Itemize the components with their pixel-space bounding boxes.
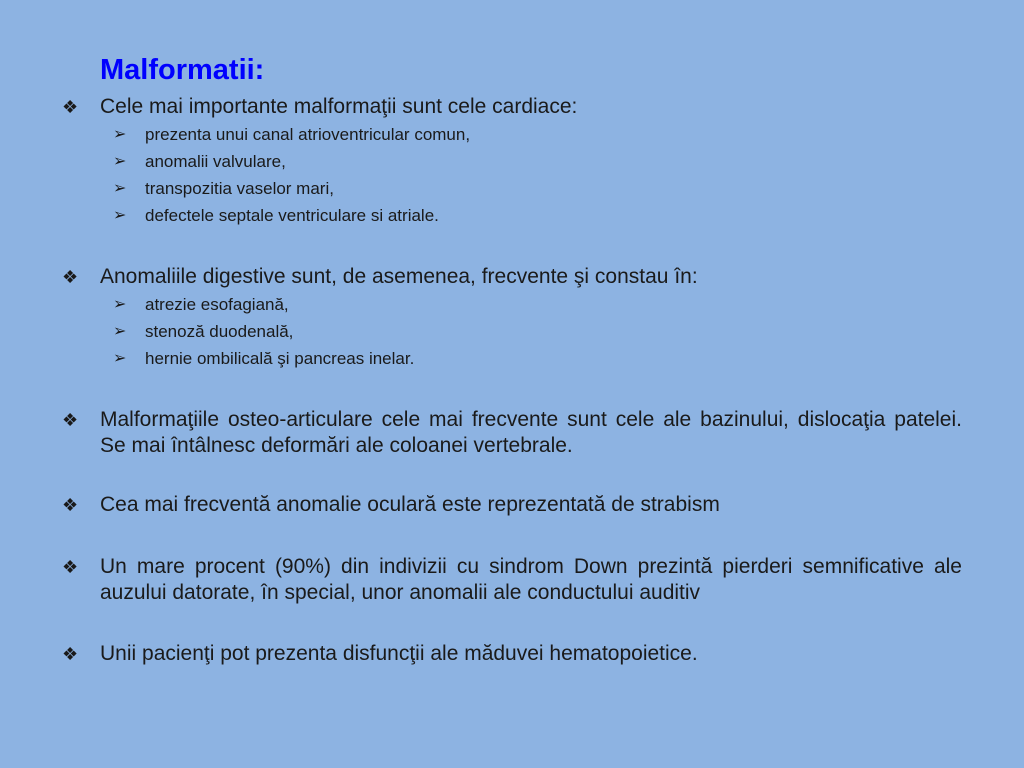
sub-bullet-text: transpozitia vaselor mari, (145, 179, 334, 198)
bullet-item (62, 492, 962, 518)
diamond-bullet-icon: ❖ (62, 267, 79, 287)
diamond-bullet-icon: ❖ (62, 495, 79, 515)
sub-bullet-item (113, 178, 334, 200)
sub-bullet-text: atrezie esofagiană, (145, 295, 289, 314)
bullet-text: Cea mai frecventă anomalie oculară este reprezentată de strabism (100, 493, 720, 516)
bullet-item (62, 641, 962, 667)
sub-bullet-text: defectele septale ventriculare si atriale. (145, 206, 439, 225)
sub-bullet-item (113, 321, 293, 343)
arrowhead-bullet-icon: ➢ (113, 126, 127, 143)
bullet-item (62, 264, 962, 290)
arrowhead-bullet-icon: ➢ (113, 207, 127, 224)
sub-bullet-item (113, 348, 414, 370)
bullet-text: Cele mai importante malformaţii sunt cele cardiace: (100, 95, 578, 118)
bullet-text: Malformaţiile osteo-articulare cele mai frecvente sunt cele ale bazinului, dislocaţia patelei. Se mai întâlnesc deformări ale coloanei vertebrale. (100, 408, 962, 457)
arrowhead-bullet-icon: ➢ (113, 323, 127, 340)
sub-bullet-item (113, 205, 439, 227)
diamond-bullet-icon: ❖ (62, 410, 79, 430)
diamond-bullet-icon: ❖ (62, 644, 79, 664)
arrowhead-bullet-icon: ➢ (113, 350, 127, 367)
sub-bullet-item (113, 294, 289, 316)
arrowhead-bullet-icon: ➢ (113, 296, 127, 313)
diamond-bullet-icon: ❖ (62, 557, 79, 577)
sub-bullet-item (113, 151, 286, 173)
bullet-item (62, 554, 962, 606)
bullet-text: Un mare procent (90%) din indivizii cu sindrom Down prezintă pierderi semnificative ale auzului datorate, în special, unor anomalii ale conductului auditiv (100, 555, 962, 604)
sub-bullet-item (113, 124, 470, 146)
sub-bullet-text: prezenta unui canal atrioventricular comun, (145, 125, 471, 144)
bullet-text: Anomaliile digestive sunt, de asemenea, frecvente şi constau în: (100, 265, 698, 288)
arrowhead-bullet-icon: ➢ (113, 180, 127, 197)
bullet-item (62, 94, 962, 120)
bullet-text: Unii pacienţi pot prezenta disfuncţii ale măduvei hematopoietice. (100, 642, 698, 665)
sub-bullet-text: hernie ombilicală şi pancreas inelar. (145, 349, 415, 368)
sub-bullet-text: anomalii valvulare, (145, 152, 286, 171)
arrowhead-bullet-icon: ➢ (113, 153, 127, 170)
diamond-bullet-icon: ❖ (62, 97, 79, 117)
slide-title: Malformatii: (100, 54, 265, 86)
sub-bullet-text: stenoză duodenală, (145, 322, 294, 341)
bullet-item (62, 407, 962, 459)
